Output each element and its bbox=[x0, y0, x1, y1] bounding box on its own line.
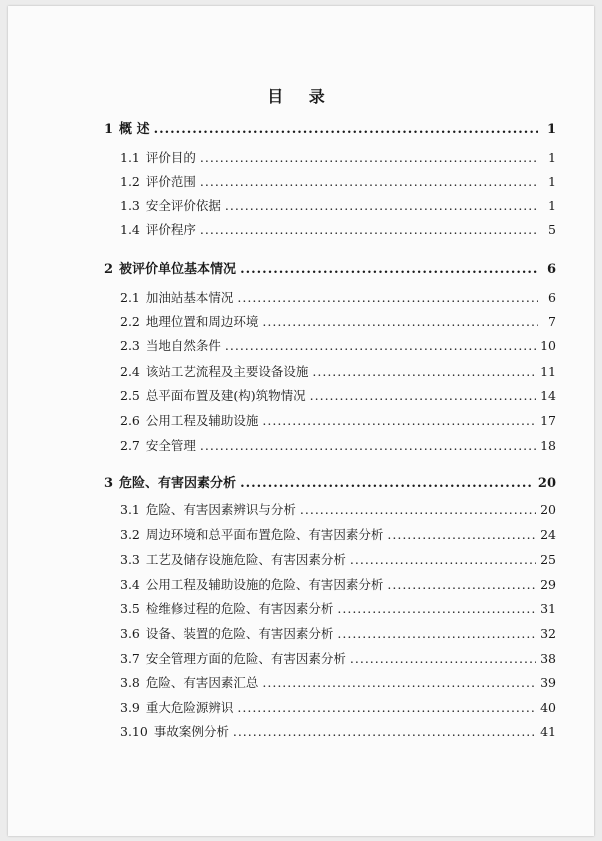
toc-leader-dots bbox=[300, 502, 536, 517]
toc-entry-page: 18 bbox=[540, 438, 556, 453]
toc-entry-number: 1.4 bbox=[120, 222, 140, 237]
toc-entry-number: 3.4 bbox=[120, 577, 140, 592]
toc-entry-title: 当地自然条件 bbox=[145, 338, 221, 353]
toc-leader-dots bbox=[262, 675, 536, 690]
page-title: 目 录 bbox=[267, 87, 335, 106]
toc-leader-dots bbox=[350, 552, 536, 567]
toc-entry-title: 总平面布置及建(构)筑物情况 bbox=[145, 388, 306, 403]
toc-entry-number: 1.1 bbox=[120, 150, 140, 165]
toc-entry bbox=[104, 336, 556, 354]
toc-entry-page: 5 bbox=[548, 222, 556, 237]
toc-entry bbox=[104, 288, 556, 306]
toc-entry-title: 评价范围 bbox=[145, 174, 196, 189]
toc-entry-title: 加油站基本情况 bbox=[145, 290, 234, 305]
toc-entry-title: 概 述 bbox=[119, 122, 150, 137]
toc-entry-title: 公用工程及辅助设施 bbox=[145, 413, 259, 428]
toc-entry-page: 41 bbox=[540, 724, 556, 739]
toc-entry bbox=[104, 148, 556, 166]
toc-entry-number: 3.2 bbox=[120, 527, 140, 542]
toc-leader-dots bbox=[240, 476, 534, 491]
toc-entry-number: 2.2 bbox=[120, 314, 140, 329]
toc-entry-title: 评价程序 bbox=[145, 222, 196, 237]
toc-leader-dots bbox=[240, 262, 538, 277]
toc-entry-number: 2.6 bbox=[120, 413, 140, 428]
toc-leader-dots bbox=[200, 150, 538, 165]
toc-leader-dots bbox=[233, 724, 536, 739]
toc-entry-number: 3.7 bbox=[120, 651, 140, 666]
toc-entry bbox=[104, 649, 556, 667]
toc-leader-dots bbox=[225, 338, 536, 353]
toc-leader-dots bbox=[200, 222, 538, 237]
toc-entry-number: 3.1 bbox=[120, 502, 140, 517]
toc-leader-dots bbox=[312, 364, 536, 379]
toc-entry bbox=[104, 172, 556, 190]
toc-entry-title: 该站工艺流程及主要设备设施 bbox=[145, 364, 309, 379]
toc-entry-title: 周边环境和总平面布置危险、有害因素分析 bbox=[145, 527, 384, 542]
toc-entry-title: 危险、有害因素分析 bbox=[119, 476, 237, 491]
toc-entry-number: 2.3 bbox=[120, 338, 140, 353]
toc-leader-dots bbox=[225, 198, 538, 213]
toc-entry-title: 事故案例分析 bbox=[153, 724, 229, 739]
toc-leader-dots bbox=[200, 438, 536, 453]
toc-entry-title: 检维修过程的危险、有害因素分析 bbox=[145, 601, 334, 616]
toc-entry-page: 1 bbox=[548, 174, 556, 189]
toc-leader-dots bbox=[350, 651, 536, 666]
toc-entry bbox=[104, 472, 556, 491]
toc-entry bbox=[104, 525, 556, 543]
toc-entry-number: 3.3 bbox=[120, 552, 140, 567]
toc-entry-page: 17 bbox=[540, 413, 556, 428]
toc-entry bbox=[104, 436, 556, 454]
toc-entry-title: 工艺及储存设施危险、有害因素分析 bbox=[145, 552, 346, 567]
toc-entry-page: 32 bbox=[540, 626, 556, 641]
toc-leader-dots bbox=[200, 174, 538, 189]
toc-entry-number: 3.8 bbox=[120, 675, 140, 690]
toc-entry bbox=[104, 698, 556, 716]
toc-entry-number: 1 bbox=[104, 122, 114, 137]
toc-entry bbox=[104, 500, 556, 518]
toc-leader-dots bbox=[337, 626, 536, 641]
toc-leader-dots bbox=[387, 577, 536, 592]
toc-entry-number: 3.6 bbox=[120, 626, 140, 641]
toc-leader-dots bbox=[237, 290, 538, 305]
toc-entry-number: 2.4 bbox=[120, 364, 140, 379]
toc-entry-page: 6 bbox=[546, 262, 556, 277]
toc-entry bbox=[104, 196, 556, 214]
toc-entry-page: 38 bbox=[540, 651, 556, 666]
toc-entry-page: 39 bbox=[540, 675, 556, 690]
toc-entry-title: 安全评价依据 bbox=[145, 198, 221, 213]
toc-leader-dots bbox=[337, 601, 536, 616]
toc-entry-number: 3.10 bbox=[120, 724, 148, 739]
toc-entry-title: 评价目的 bbox=[145, 150, 196, 165]
toc-entry-page: 1 bbox=[546, 122, 556, 137]
toc-entry bbox=[104, 386, 556, 404]
toc-entry-page: 20 bbox=[537, 476, 556, 491]
toc-entry-page: 1 bbox=[548, 150, 556, 165]
toc-entry-title: 安全管理方面的危险、有害因素分析 bbox=[145, 651, 346, 666]
toc-entry-page: 6 bbox=[548, 290, 556, 305]
toc-entry-number: 2.1 bbox=[120, 290, 140, 305]
toc-entry-number: 3.5 bbox=[120, 601, 140, 616]
toc-entry-page: 11 bbox=[540, 364, 556, 379]
toc-entry-title: 危险、有害因素辨识与分析 bbox=[145, 502, 296, 517]
toc-entry-page: 7 bbox=[548, 314, 556, 329]
toc-entry bbox=[104, 312, 556, 330]
toc-entry-page: 20 bbox=[540, 502, 556, 517]
toc-entry bbox=[104, 362, 556, 380]
toc-entry-number: 2.7 bbox=[120, 438, 140, 453]
toc-entry-number: 2 bbox=[104, 262, 114, 277]
toc-entry-title: 安全管理 bbox=[145, 438, 196, 453]
toc-entry-page: 14 bbox=[540, 388, 556, 403]
toc-entry-page: 40 bbox=[540, 700, 556, 715]
toc-entry bbox=[104, 673, 556, 691]
toc-entry bbox=[104, 411, 556, 429]
toc-entry-page: 24 bbox=[540, 527, 556, 542]
toc-entry bbox=[104, 220, 556, 238]
toc-leader-dots bbox=[237, 700, 536, 715]
toc-entry-number: 1.3 bbox=[120, 198, 140, 213]
toc-entry-title: 设备、装置的危险、有害因素分析 bbox=[145, 626, 334, 641]
toc-entry bbox=[104, 575, 556, 593]
toc-entry bbox=[104, 258, 556, 277]
toc-entry bbox=[104, 599, 556, 617]
toc-entry bbox=[104, 550, 556, 568]
toc-entry-title: 公用工程及辅助设施的危险、有害因素分析 bbox=[145, 577, 384, 592]
toc-leader-dots bbox=[262, 314, 538, 329]
toc-entry-page: 25 bbox=[540, 552, 556, 567]
toc-entry-page: 10 bbox=[540, 338, 556, 353]
toc-leader-dots bbox=[154, 122, 538, 137]
toc-entry-title: 重大危险源辨识 bbox=[145, 700, 234, 715]
toc-entry bbox=[104, 722, 556, 740]
document-page bbox=[8, 6, 594, 836]
toc-entry-title: 被评价单位基本情况 bbox=[119, 262, 237, 277]
toc-entry-number: 3.9 bbox=[120, 700, 140, 715]
toc-entry-title: 地理位置和周边环境 bbox=[145, 314, 259, 329]
toc-entry-page: 29 bbox=[540, 577, 556, 592]
toc-entry-page: 1 bbox=[548, 198, 556, 213]
toc-entry-title: 危险、有害因素汇总 bbox=[145, 675, 259, 690]
toc-entry-number: 1.2 bbox=[120, 174, 140, 189]
toc-entry-page: 31 bbox=[540, 601, 556, 616]
toc-leader-dots bbox=[310, 388, 536, 403]
toc-entry-number: 3 bbox=[104, 476, 114, 491]
toc-leader-dots bbox=[262, 413, 536, 428]
toc-leader-dots bbox=[387, 527, 536, 542]
toc-entry-number: 2.5 bbox=[120, 388, 140, 403]
toc-entry bbox=[104, 118, 556, 137]
toc-entry bbox=[104, 624, 556, 642]
